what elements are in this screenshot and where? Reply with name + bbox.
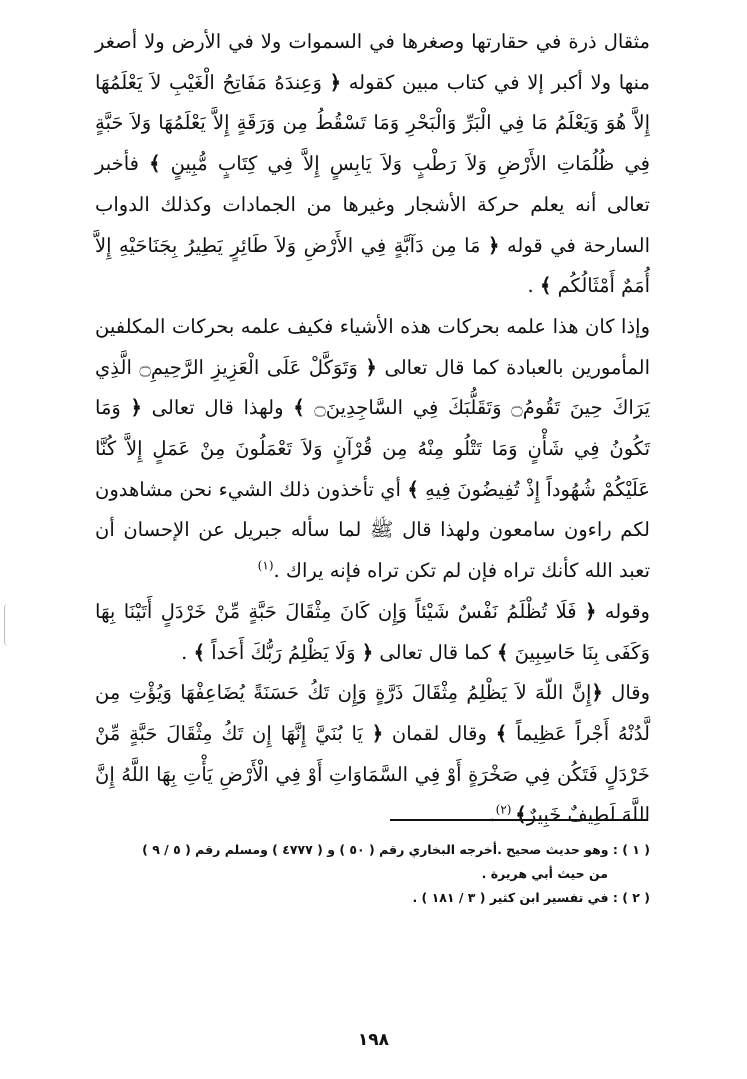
footnotes [95,838,650,910]
prose-text: . [527,274,540,298]
quran-verse: وَمَا تَكُونُ فِي شَأْنٍ وَمَا تَتْلُو مِنْهُ مِن قُرْآنٍ وَلاَ تَعْمَلُونَ مِنْ عَمَلٍ إِلاَّ كُنَّا عَلَيْكُمْ شُهُوداً إِذْ تُفِيضُونَ فِيهِ [95,396,650,501]
quran-verse: مَا مِن دَآبَّةٍ فِي الأَرْضِ وَلاَ طَائِرٍ يَطِيرُ بِجَنَاحَيْهِ إِلاَّ أُمَمٌ أَمْثَالُكُم [95,233,650,298]
prose-text: فأخبر تعالى أنه يعلم حركة الأشجار وغيرها من الجمادات وكذلك الدواب السارحة في قوله [95,152,650,257]
quran-verse: وَعِندَهُ مَفَاتِحُ الْغَيْبِ لاَ يَعْلَمُهَا إِلاَّ هُوَ وَيَعْلَمُ مَا فِي الْبَرِّ وَالْبَحْرِ وَمَا تَسْقُطُ مِن وَرَقَةٍ إِلاَّ يَعْلَمُهَا وَلاَ حَبَّةٍ فِي ظُلُمَاتِ الأَرْضِ وَلاَ رَطْبٍ وَلاَ يَابِسٍ إِلاَّ فِي كِتَابٍ مُّبِينٍ [95,70,650,176]
quran-open-bracket: ﴿ [584,599,597,623]
quran-open-bracket: ﴿ [361,640,374,664]
footnote-reference: (٢) [495,802,516,817]
quran-close-bracket: ﴾ [496,640,509,664]
footnote-reference: (١) [257,558,274,573]
quran-close-bracket: ﴾ [539,274,552,298]
prose-text: وقال [602,681,650,705]
prose-text: . [181,640,194,664]
quran-open-bracket: ﴿ [329,70,341,94]
prose-text: وقوله [596,599,650,623]
footnote: من حيث أبي هريرة . [481,866,608,881]
prose-text: وإذا كان هذا علمه بحركات هذه الأشياء فكيف علمه بحركات المكلفين المأمورين بالعبادة كما قال تعالى [95,314,650,379]
quran-verse: إِنَّ اللّهَ لاَ يَظْلِمُ مِثْقَالَ ذَرَّةٍ وَإِن تَكُ حَسَنَةً يُضَاعِفْهَا وَيُؤْتِ مِن لَّدُنْهُ أَجْراً عَظِيماً [95,681,650,745]
prose-text: كما قال تعالى [373,640,497,664]
main-text-body [95,22,650,836]
prose-text: وقال لقمان [383,721,496,745]
quran-close-bracket: ﴾ [149,152,161,176]
quran-open-bracket: ﴿ [488,233,500,257]
quran-close-bracket: ﴾ [495,721,508,745]
scan-edge-mark [4,604,11,646]
paragraph [95,22,650,307]
quran-open-bracket: ﴿ [591,681,603,705]
footnote: ( ٢ ) : في تفسير ابن كثير ( ٣ / ١٨١ ) . [412,890,650,905]
quran-close-bracket: ﴾ [293,396,305,420]
paragraph [95,673,650,836]
quran-close-bracket: ﴾ [193,640,205,664]
paragraph [95,307,650,592]
quran-open-bracket: ﴿ [130,396,142,420]
quran-close-bracket: ﴾ [407,477,419,501]
quran-verse: وَلَا يَظْلِمُ رَبُّكَ أَحَداً [205,640,362,664]
footnote-separator [390,819,648,821]
prose-text: أي تأخذون ذلك الشيء نحن مشاهدون لكم راءون سامعون ولهذا قال ﷺ لما سأله جبريل عن الإحسان أن تعبد الله كأنك تراه فإن لم تكن تراه فإنه يراك . [95,477,650,583]
quran-verse: وَتَوَكَّلْ عَلَى الْعَزِيزِ الرَّحِيمِ۝ الَّذِي يَرَاكَ حِينَ تَقُومُ۝ وَتَقَلُّبَكَ فِي السَّاجِدِينَ۝ [95,355,651,420]
quran-verse: فَلَا تُظْلَمُ نَفْسٌ شَيْئاً وَإِن كَانَ مِثْقَالَ حَبَّةٍ مِّنْ خَرْدَلٍ أَتَيْنَا بِهَا وَكَفَى بِنَا حَاسِبِينَ [95,599,650,664]
page-number: ١٩٨ [357,1030,390,1050]
prose-text: ولهذا قال تعالى [141,396,294,420]
quran-open-bracket: ﴿ [371,721,384,745]
prose-text: مثقال ذرة في حقارتها وصغرها في السموات ولا في الأرض ولا أصغر منها ولا أكبر إلا في كتاب مبين كقوله [95,30,650,94]
quran-open-bracket: ﴿ [365,355,377,379]
prose-text: . [489,803,496,827]
quran-close-bracket: ﴾ [515,803,527,827]
paragraph [95,592,650,673]
footnote: ( ١ ) : وهو حديث صحيح .أخرجه البخاري رقم ( ٥٠ ) و ( ٤٧٧٧ ) ومسلم رقم ( ٥ / ٩ ) [142,842,650,857]
quran-verse: يَا بُنَيَّ إِنَّهَا إِن تَكُ مِثْقَالَ حَبَّةٍ مِّنْ خَرْدَلٍ فَتَكُن فِي صَخْرَةٍ أَوْ فِي السَّمَاوَاتِ أَوْ فِي الْأَرْضِ يَأْتِ بِهَا اللَّهُ إِنَّ اللَّهَ لَطِيفٌ خَبِيرٌ [95,721,650,827]
